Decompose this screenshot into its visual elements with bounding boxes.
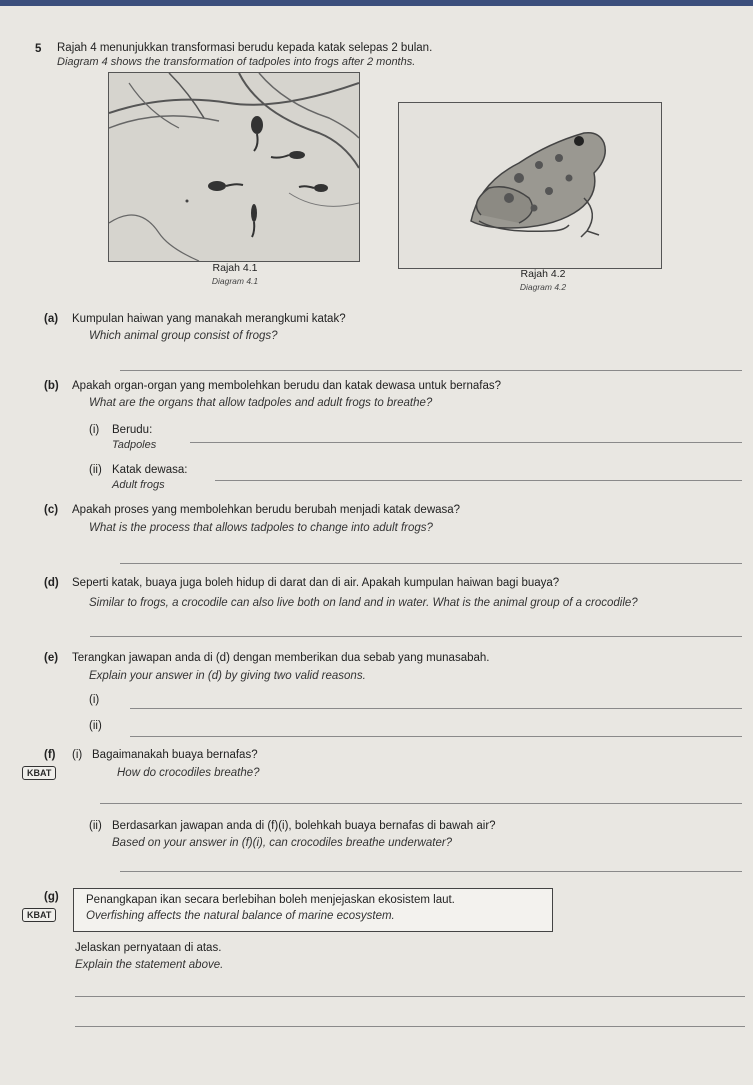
part-b-ii-answer-line[interactable] — [215, 480, 742, 481]
part-f-ii-answer-line[interactable] — [120, 871, 742, 872]
part-b-i-answer-line[interactable] — [190, 442, 742, 443]
part-b-i-ms: Berudu: — [112, 424, 153, 436]
part-g-label: (g) — [44, 891, 59, 903]
kbat-badge-f: KBAT — [22, 766, 56, 780]
part-e-question-ms: Terangkan jawapan anda di (d) dengan memberikan dua sebab yang munasabah. — [72, 652, 490, 664]
part-d-question-en: Similar to frogs, a crocodile can also live both on land and in water. What is the animal group of a crocodile? — [89, 597, 638, 609]
top-border-strip — [0, 0, 753, 6]
part-b-i-en: Tadpoles — [112, 439, 157, 451]
part-c-label: (c) — [44, 504, 59, 516]
part-c-question-ms: Apakah proses yang membolehkan berudu berubah menjadi katak dewasa? — [72, 504, 461, 516]
diagram-4-1-tadpoles — [108, 72, 360, 262]
part-b-i-num: (i) — [89, 424, 100, 436]
intro-en: Diagram 4 shows the transformation of tadpoles into frogs after 2 months. — [57, 56, 416, 68]
part-e-i-num: (i) — [89, 694, 100, 706]
diagram-4-2-frog — [398, 102, 662, 269]
part-e-question-en: Explain your answer in (d) by giving two valid reasons. — [89, 670, 366, 682]
statement-ms: Penangkapan ikan secara berlebihan boleh menjejaskan ekosistem laut. — [86, 894, 455, 906]
part-f-i-question-ms: Bagaimanakah buaya bernafas? — [92, 749, 258, 761]
part-b-ii-en: Adult frogs — [112, 479, 165, 491]
statement-box — [73, 888, 553, 932]
part-f-label: (f) — [44, 749, 56, 761]
diagram-4-2-caption-en: Diagram 4.2 — [519, 282, 567, 292]
part-c-answer-line[interactable] — [120, 563, 742, 564]
part-f-ii-question-en: Based on your answer in (f)(i), can crocodiles breathe underwater? — [112, 837, 453, 849]
part-d-answer-line[interactable] — [90, 636, 742, 637]
part-b-label: (b) — [44, 380, 59, 392]
part-e-ii-answer-line[interactable] — [130, 736, 742, 737]
part-c-question-en: What is the process that allows tadpoles to change into adult frogs? — [89, 522, 433, 534]
part-g-answer-line-2[interactable] — [75, 1026, 745, 1027]
part-f-ii-question-ms: Berdasarkan jawapan anda di (f)(i), bolehkah buaya bernafas di bawah air? — [112, 820, 496, 832]
part-e-label: (e) — [44, 652, 59, 664]
part-g-question-ms: Jelaskan pernyataan di atas. — [75, 942, 222, 954]
part-e-ii-num: (ii) — [89, 720, 102, 732]
part-d-question-ms: Seperti katak, buaya juga boleh hidup di darat dan di air. Apakah kumpulan haiwan bagi buaya? — [72, 577, 560, 589]
part-b-ii-ms: Katak dewasa: — [112, 464, 188, 476]
part-g-question-en: Explain the statement above. — [75, 959, 224, 971]
part-d-label: (d) — [44, 577, 59, 589]
part-b-question-en: What are the organs that allow tadpoles and adult frogs to breathe? — [89, 397, 433, 409]
diagram-4-2-caption-ms: Rajah 4.2 — [520, 268, 566, 280]
diagram-4-1-caption-en: Diagram 4.1 — [211, 276, 259, 286]
part-a-label: (a) — [44, 313, 59, 325]
statement-en: Overfishing affects the natural balance of marine ecosystem. — [86, 910, 395, 922]
part-g-answer-line-1[interactable] — [75, 996, 745, 997]
frog-illustration — [399, 103, 661, 268]
intro-ms: Rajah 4 menunjukkan transformasi berudu kepada katak selepas 2 bulan. — [57, 42, 433, 54]
part-a-question-ms: Kumpulan haiwan yang manakah merangkumi katak? — [72, 313, 346, 325]
part-f-i-num: (i) — [72, 749, 83, 761]
kbat-badge-g: KBAT — [22, 908, 56, 922]
question-number: 5 — [35, 43, 42, 55]
tadpoles-illustration — [109, 73, 359, 261]
part-a-question-en: Which animal group consist of frogs? — [89, 330, 278, 342]
part-f-ii-num: (ii) — [89, 820, 102, 832]
part-f-i-question-en: How do crocodiles breathe? — [117, 767, 260, 779]
diagram-4-1-caption-ms: Rajah 4.1 — [212, 262, 258, 274]
part-a-answer-line[interactable] — [120, 370, 742, 371]
part-e-i-answer-line[interactable] — [130, 708, 742, 709]
part-b-question-ms: Apakah organ-organ yang membolehkan berudu dan katak dewasa untuk bernafas? — [72, 380, 501, 392]
part-b-ii-num: (ii) — [89, 464, 102, 476]
part-f-i-answer-line[interactable] — [100, 803, 742, 804]
